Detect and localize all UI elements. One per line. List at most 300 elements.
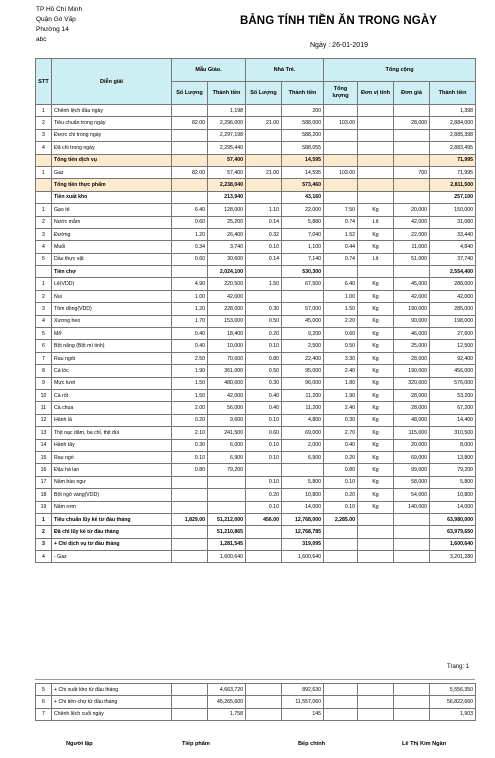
row-unit-price: 20,000 <box>394 204 430 216</box>
row-unit-price: 115,000 <box>394 427 430 439</box>
row-nt-amount: 67,500 <box>282 278 324 290</box>
row-kg-amount: 2,024,100 <box>208 266 246 278</box>
row-kg-qty <box>172 489 208 501</box>
page-title: BẢNG TÍNH TIỀN ĂN TRONG NGÀY <box>240 15 438 27</box>
signature-principal: Lê Thị Kim Ngân <box>402 741 447 747</box>
row-total-qty <box>324 105 358 117</box>
row-unit: Kg <box>358 451 394 463</box>
row-unit <box>358 538 394 550</box>
row-total-qty: 0.74 <box>324 253 358 265</box>
row-stt: 2 <box>36 216 52 228</box>
signature-preparer: Người lập <box>66 741 93 747</box>
row-total-qty <box>324 538 358 550</box>
row-total-qty: 0.44 <box>324 241 358 253</box>
row-desc: Nấm bào ngư <box>52 476 172 488</box>
row-total-qty: 0.10 <box>324 501 358 513</box>
row-total-qty <box>324 129 358 141</box>
row-nt-qty: 0.14 <box>246 216 282 228</box>
row-unit-price: 140,000 <box>394 501 430 513</box>
row-total-qty: 0.74 <box>324 216 358 228</box>
row-nt-qty: 0.40 <box>246 389 282 401</box>
col-group-total: Tổng cộng <box>324 59 476 82</box>
row-nt-amount: 145 <box>282 708 324 720</box>
row-total-qty: 0.50 <box>324 340 358 352</box>
row-total-qty <box>324 526 358 538</box>
row-kg-amount: 57,400 <box>208 166 246 178</box>
row-kg-qty: 1.00 <box>172 290 208 302</box>
table-row <box>36 117 476 129</box>
row-nt-qty: 0.10 <box>246 501 282 513</box>
row-kg-qty: 1.20 <box>172 303 208 315</box>
row-unit: Kg <box>358 278 394 290</box>
row-total-amount: 14,400 <box>430 414 476 426</box>
col-stt: STT <box>36 59 52 105</box>
row-stt: 1 <box>36 278 52 290</box>
row-total-amount: 2,554,400 <box>430 266 476 278</box>
row-kg-amount: 2,295,440 <box>208 142 246 154</box>
row-total-amount: 14,000 <box>430 501 476 513</box>
row-nt-amount: 57,000 <box>282 303 324 315</box>
table-row <box>36 526 476 538</box>
row-desc: Bột ngô vàng(VDD) <box>52 489 172 501</box>
report-date: Ngày : 26-01-2019 <box>310 42 368 49</box>
row-nt-qty: 0.60 <box>246 427 282 439</box>
table-row <box>36 427 476 439</box>
row-stt: 16 <box>36 464 52 476</box>
table-row <box>36 328 476 340</box>
table-row <box>36 315 476 327</box>
row-total-amount: 79,200 <box>430 464 476 476</box>
row-total-qty: 0.10 <box>324 476 358 488</box>
table-row <box>36 241 476 253</box>
row-nt-amount: 14,595 <box>282 166 324 178</box>
row-kg-qty <box>172 684 208 696</box>
row-unit-price: 99,000 <box>394 464 430 476</box>
col-unit-price: Đơn giá <box>394 82 430 105</box>
row-total-amount: 56,822,660 <box>430 696 476 708</box>
row-desc: Mực tươi <box>52 377 172 389</box>
row-unit-price: 28,000 <box>394 117 430 129</box>
table-row <box>36 414 476 426</box>
row-kg-amount <box>208 489 246 501</box>
row-kg-qty: 1.90 <box>172 365 208 377</box>
row-kg-qty <box>172 142 208 154</box>
row-kg-qty: 0.60 <box>172 253 208 265</box>
table-row <box>36 105 476 117</box>
table-row <box>36 684 476 696</box>
row-nt-qty: 0.14 <box>246 253 282 265</box>
row-nt-amount: 4,800 <box>282 414 324 426</box>
row-nt-amount: 7,040 <box>282 228 324 240</box>
row-kg-qty: 82.00 <box>172 166 208 178</box>
row-total-qty: 1.52 <box>324 228 358 240</box>
row-nt-amount: 7,140 <box>282 253 324 265</box>
row-kg-qty: 1.20 <box>172 228 208 240</box>
row-nt-amount: 588,000 <box>282 117 324 129</box>
row-unit <box>358 142 394 154</box>
row-kg-qty: 1.50 <box>172 389 208 401</box>
row-unit <box>358 129 394 141</box>
row-desc: Dầu thực vật <box>52 253 172 265</box>
row-total-amount: 71,995 <box>430 154 476 166</box>
row-unit-price: 42,000 <box>394 290 430 302</box>
row-kg-qty: 0.80 <box>172 464 208 476</box>
table-row <box>36 551 476 563</box>
row-total-amount: 5,800 <box>430 476 476 488</box>
row-total-amount: 1,398 <box>430 105 476 117</box>
row-kg-amount: 228,000 <box>208 303 246 315</box>
row-total-amount: 5,556,350 <box>430 684 476 696</box>
row-kg-qty <box>172 191 208 203</box>
row-desc: Đậu hà lan <box>52 464 172 476</box>
row-total-qty <box>324 684 358 696</box>
row-desc: Cà rốt <box>52 389 172 401</box>
row-stt: 5 <box>36 684 52 696</box>
row-unit-price: 320,000 <box>394 377 430 389</box>
row-unit-price: 700 <box>394 166 430 178</box>
row-stt: 4 <box>36 142 52 154</box>
row-nt-amount: 1,100 <box>282 241 324 253</box>
row-kg-qty: 0.20 <box>172 414 208 426</box>
row-unit: Kg <box>358 427 394 439</box>
row-total-qty <box>324 154 358 166</box>
row-unit: Kg <box>358 328 394 340</box>
row-nt-qty: 0.10 <box>246 414 282 426</box>
row-stt: 9 <box>36 377 52 389</box>
row-stt: 19 <box>36 501 52 513</box>
org-label: abc <box>36 36 47 43</box>
row-kg-amount: 6,000 <box>208 439 246 451</box>
row-stt: 2 <box>36 526 52 538</box>
row-desc: Hành lá <box>52 414 172 426</box>
row-stt: 4 <box>36 315 52 327</box>
row-unit: Lít <box>358 216 394 228</box>
row-unit: Kg <box>358 377 394 389</box>
row-kg-qty: 2.10 <box>172 427 208 439</box>
row-kg-amount: 51,210,865 <box>208 526 246 538</box>
row-desc: Muối <box>52 241 172 253</box>
table-row <box>36 501 476 513</box>
row-unit: Kg <box>358 365 394 377</box>
row-total-amount: 67,200 <box>430 402 476 414</box>
row-total-amount: 10,800 <box>430 489 476 501</box>
row-unit <box>358 551 394 563</box>
row-unit-price: 20,000 <box>394 439 430 451</box>
row-nt-amount: 588,200 <box>282 129 324 141</box>
row-kg-amount: 42,000 <box>208 389 246 401</box>
row-desc: Chênh lệch cuối ngày <box>52 708 172 720</box>
row-total-amount: 4,840 <box>430 241 476 253</box>
row-kg-qty <box>172 708 208 720</box>
table-row <box>36 476 476 488</box>
row-unit-price: 25,000 <box>394 340 430 352</box>
row-nt-amount: 22,000 <box>282 204 324 216</box>
row-unit <box>358 696 394 708</box>
row-unit <box>358 179 394 191</box>
row-total-qty: 6.40 <box>324 278 358 290</box>
row-stt: 18 <box>36 489 52 501</box>
row-kg-amount: 25,200 <box>208 216 246 228</box>
row-total-amount: 3,201,280 <box>430 551 476 563</box>
row-kg-qty: 4.90 <box>172 278 208 290</box>
row-nt-amount: 319,095 <box>282 538 324 550</box>
row-kg-qty <box>172 105 208 117</box>
row-nt-amount: 10,800 <box>282 489 324 501</box>
row-nt-qty <box>246 105 282 117</box>
row-kg-amount: 51,212,000 <box>208 513 246 525</box>
table-row <box>36 166 476 178</box>
row-unit-price <box>394 142 430 154</box>
row-total-qty: 2.40 <box>324 402 358 414</box>
row-desc: Đã chi trong ngày <box>52 142 172 154</box>
row-unit <box>358 526 394 538</box>
row-kg-qty: 0.40 <box>172 328 208 340</box>
row-stt: 3 <box>36 303 52 315</box>
row-kg-amount: 153,000 <box>208 315 246 327</box>
row-kg-qty: 0.34 <box>172 241 208 253</box>
row-total-qty <box>324 142 358 154</box>
row-desc: Cà chua <box>52 402 172 414</box>
row-kg-amount: 79,200 <box>208 464 246 476</box>
row-total-qty: 3.30 <box>324 352 358 364</box>
row-kg-qty: 0.30 <box>172 439 208 451</box>
row-unit <box>358 684 394 696</box>
row-kg-amount: 42,000 <box>208 290 246 302</box>
row-nt-qty: 0.30 <box>246 377 282 389</box>
row-desc: Được chi trong ngày <box>52 129 172 141</box>
row-desc: Cá lóc <box>52 365 172 377</box>
row-desc: Nấm rơm <box>52 501 172 513</box>
row-total-amount: 63,979,650 <box>430 526 476 538</box>
row-unit: Kg <box>358 352 394 364</box>
row-kg-qty <box>172 538 208 550</box>
row-nt-qty: 1.50 <box>246 278 282 290</box>
row-stt: 1 <box>36 166 52 178</box>
row-kg-amount: 26,400 <box>208 228 246 240</box>
row-kg-amount: 1,281,545 <box>208 538 246 550</box>
row-kg-amount: 213,940 <box>208 191 246 203</box>
row-desc: Mỡ <box>52 328 172 340</box>
row-kg-amount: 10,000 <box>208 340 246 352</box>
row-stt: 5 <box>36 253 52 265</box>
row-nt-qty <box>246 538 282 550</box>
row-nt-amount: 11,557,060 <box>282 696 324 708</box>
row-unit <box>358 117 394 129</box>
row-unit-price: 22,000 <box>394 228 430 240</box>
row-nt-amount: 96,000 <box>282 377 324 389</box>
row-unit: Kg <box>358 303 394 315</box>
row-stt: 1 <box>36 513 52 525</box>
row-kg-qty: 2.50 <box>172 352 208 364</box>
row-nt-qty: 0.10 <box>246 451 282 463</box>
row-total-amount: 285,000 <box>430 303 476 315</box>
row-stt: 11 <box>36 402 52 414</box>
row-nt-amount: 1,600,640 <box>282 551 324 563</box>
row-nt-qty <box>246 684 282 696</box>
row-desc: Tiền chợ <box>52 266 172 278</box>
row-unit: Kg <box>358 290 394 302</box>
row-nt-qty: 0.50 <box>246 365 282 377</box>
row-nt-qty: 0.80 <box>246 352 282 364</box>
table-row <box>36 191 476 203</box>
row-unit: Kg <box>358 464 394 476</box>
row-nt-amount: 12,768,785 <box>282 526 324 538</box>
col-unit: Đơn vị tính <box>358 82 394 105</box>
row-unit-price: 28,000 <box>394 352 430 364</box>
row-unit: Kg <box>358 414 394 426</box>
row-unit-price: 28,000 <box>394 402 430 414</box>
row-kg-qty: 1,829.00 <box>172 513 208 525</box>
row-desc: Bột năng (Bột mì tinh) <box>52 340 172 352</box>
row-nt-qty <box>246 129 282 141</box>
col-desc: Diễn giải <box>52 59 172 105</box>
row-stt: 3 <box>36 538 52 550</box>
col-amount-2: Thành tiền <box>282 82 324 105</box>
meal-cost-table <box>35 58 476 563</box>
row-desc: + Chi dịch vụ từ đầu tháng <box>52 538 172 550</box>
row-total-amount: 71,995 <box>430 166 476 178</box>
col-group-nursery: Nhà Trẻ. <box>246 59 324 82</box>
row-nt-amount: 11,200 <box>282 389 324 401</box>
row-nt-amount: 14,595 <box>282 154 324 166</box>
row-kg-qty: 0.60 <box>172 216 208 228</box>
row-kg-qty: 82.00 <box>172 117 208 129</box>
row-stt: 6 <box>36 696 52 708</box>
row-kg-amount: 128,000 <box>208 204 246 216</box>
row-desc: Nui <box>52 290 172 302</box>
row-unit-price <box>394 551 430 563</box>
table-row <box>36 228 476 240</box>
row-stt: 14 <box>36 439 52 451</box>
row-unit-price: 45,000 <box>394 278 430 290</box>
row-nt-qty: 21.00 <box>246 117 282 129</box>
row-unit <box>358 708 394 720</box>
row-total-amount: 31,080 <box>430 216 476 228</box>
col-qty-1: Số Lượng <box>172 82 208 105</box>
row-desc: Tiền xuất kho <box>52 191 172 203</box>
row-desc: Xương heo <box>52 315 172 327</box>
row-nt-qty <box>246 179 282 191</box>
row-nt-amount: 2,500 <box>282 340 324 352</box>
row-desc: Gạo tẻ <box>52 204 172 216</box>
row-unit-price <box>394 191 430 203</box>
signature-buyer: Tiếp phẩm <box>182 741 210 747</box>
row-nt-amount: 69,000 <box>282 427 324 439</box>
row-nt-qty: 0.50 <box>246 315 282 327</box>
row-stt: 4 <box>36 241 52 253</box>
row-nt-qty: 0.10 <box>246 439 282 451</box>
row-nt-amount: 9,200 <box>282 328 324 340</box>
row-nt-amount: 6,900 <box>282 451 324 463</box>
row-total-amount: 13,800 <box>430 451 476 463</box>
row-total-qty: 103.00 <box>324 117 358 129</box>
row-unit: Kg <box>358 315 394 327</box>
row-kg-qty: 6.40 <box>172 204 208 216</box>
table-row <box>36 340 476 352</box>
row-stt <box>36 191 52 203</box>
row-total-qty: 0.20 <box>324 489 358 501</box>
row-nt-qty: 456.00 <box>246 513 282 525</box>
col-amount-1: Thành tiền <box>208 82 246 105</box>
row-stt: 4 <box>36 551 52 563</box>
row-total-amount: 576,000 <box>430 377 476 389</box>
row-total-amount: 2,884,000 <box>430 117 476 129</box>
col-amount-total: Thành tiền <box>430 82 476 105</box>
row-unit <box>358 154 394 166</box>
table-row <box>36 129 476 141</box>
row-stt: 13 <box>36 427 52 439</box>
row-kg-amount: 1,600,640 <box>208 551 246 563</box>
row-unit-price <box>394 154 430 166</box>
row-desc: + Chi xuất kho từ đầu tháng <box>52 684 172 696</box>
row-kg-amount: 2,297,198 <box>208 129 246 141</box>
row-kg-qty <box>172 526 208 538</box>
row-total-qty: 1.50 <box>324 303 358 315</box>
table-row <box>36 154 476 166</box>
table-row <box>36 696 476 708</box>
row-nt-amount: 200 <box>282 105 324 117</box>
row-nt-amount <box>282 464 324 476</box>
row-stt <box>36 179 52 191</box>
row-kg-qty: 0.10 <box>172 451 208 463</box>
table-row <box>36 266 476 278</box>
row-stt: 12 <box>36 414 52 426</box>
row-kg-qty: 1.70 <box>172 315 208 327</box>
row-nt-amount: 588,055 <box>282 142 324 154</box>
row-unit: Kg <box>358 204 394 216</box>
row-kg-amount: 9,600 <box>208 414 246 426</box>
row-kg-qty <box>172 266 208 278</box>
row-desc: Tôm đồng(VDD) <box>52 303 172 315</box>
row-nt-qty <box>246 551 282 563</box>
row-kg-amount: 57,400 <box>208 154 246 166</box>
ward-label: Phường 14 <box>36 26 69 33</box>
table-row <box>36 389 476 401</box>
row-desc: + Chi tiền chợ từ đầu tháng <box>52 696 172 708</box>
row-nt-qty <box>246 290 282 302</box>
row-desc: Nước mắm <box>52 216 172 228</box>
row-unit-price <box>394 696 430 708</box>
row-nt-amount: 11,200 <box>282 402 324 414</box>
row-total-amount: 310,500 <box>430 427 476 439</box>
row-kg-qty: 0.40 <box>172 340 208 352</box>
row-total-amount: 198,000 <box>430 315 476 327</box>
row-kg-qty: 2.00 <box>172 402 208 414</box>
row-stt: 3 <box>36 228 52 240</box>
row-nt-qty: 0.10 <box>246 340 282 352</box>
row-stt: 6 <box>36 340 52 352</box>
row-desc: Tiêu chuẩn trong ngày <box>52 117 172 129</box>
row-desc: Tổng tiền dịch vụ <box>52 154 172 166</box>
row-kg-amount: 220,500 <box>208 278 246 290</box>
row-nt-qty: 0.20 <box>246 328 282 340</box>
table-row <box>36 464 476 476</box>
row-total-qty: 1.00 <box>324 290 358 302</box>
row-stt: 8 <box>36 365 52 377</box>
row-unit-price <box>394 129 430 141</box>
page-divider <box>35 679 475 680</box>
row-stt: 2 <box>36 117 52 129</box>
row-unit-price: 190,000 <box>394 365 430 377</box>
table-row <box>36 303 476 315</box>
row-unit-price: 48,000 <box>394 414 430 426</box>
table-row <box>36 253 476 265</box>
row-kg-amount: 480,000 <box>208 377 246 389</box>
row-total-amount: 92,400 <box>430 352 476 364</box>
row-kg-amount: 30,600 <box>208 253 246 265</box>
row-total-amount: 1,903 <box>430 708 476 720</box>
row-unit-price: 51,000 <box>394 253 430 265</box>
